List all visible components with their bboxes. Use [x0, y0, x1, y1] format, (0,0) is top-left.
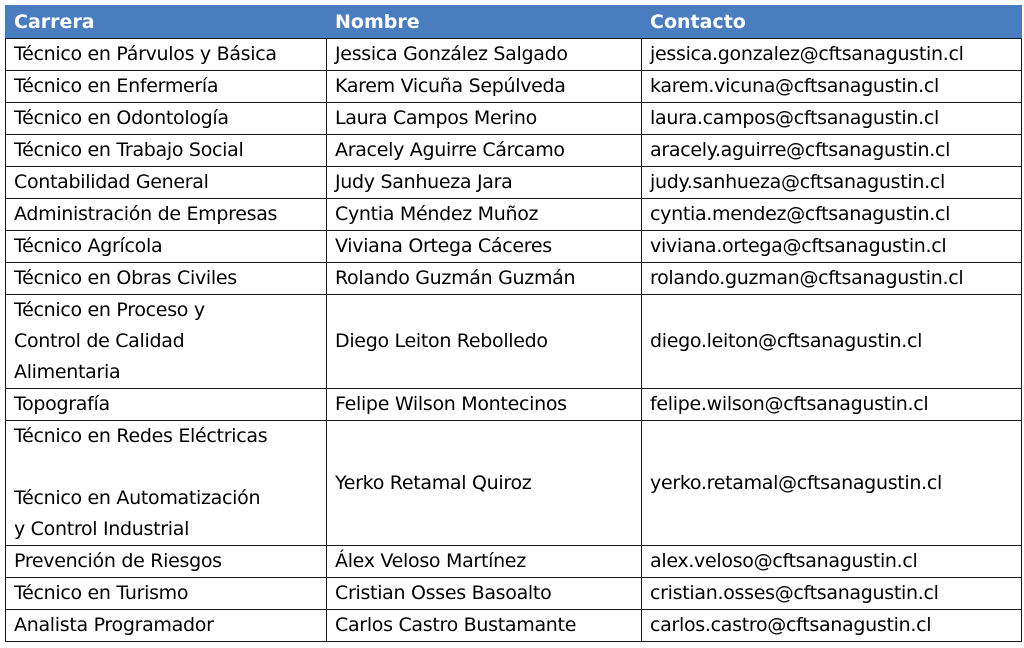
cell-nombre: Aracely Aguirre Cárcamo [327, 135, 642, 167]
table-row [6, 421, 1022, 546]
cell-contacto[interactable]: cyntia.mendez@cftsanagustin.cl [642, 199, 1022, 231]
cell-carrera-line: Alimentaria [14, 361, 121, 383]
cell-nombre: Álex Veloso Martínez [327, 546, 642, 578]
cell-nombre: Felipe Wilson Montecinos [327, 389, 642, 421]
cell-carrera: Técnico en Enfermería [6, 71, 327, 103]
cell-carrera: Topografía [6, 389, 327, 421]
table-row [6, 546, 1022, 578]
cell-contacto[interactable]: carlos.castro@cftsanagustin.cl [642, 610, 1022, 642]
table-row [6, 610, 1022, 642]
cell-carrera: Analista Programador [6, 610, 327, 642]
cell-contacto[interactable]: alex.veloso@cftsanagustin.cl [642, 546, 1022, 578]
cell-carrera-spacer [14, 452, 326, 483]
column-header-nombre: Nombre [327, 6, 642, 39]
cell-carrera: Administración de Empresas [6, 199, 327, 231]
cell-nombre: Yerko Retamal Quiroz [327, 421, 642, 546]
cell-nombre: Karem Vicuña Sepúlveda [327, 71, 642, 103]
cell-contacto[interactable]: cristian.osses@cftsanagustin.cl [642, 578, 1022, 610]
table-row [6, 135, 1022, 167]
cell-nombre: Judy Sanhueza Jara [327, 167, 642, 199]
cell-nombre: Rolando Guzmán Guzmán [327, 263, 642, 295]
table-header-row [6, 6, 1022, 39]
cell-carrera: Técnico en Trabajo Social [6, 135, 327, 167]
cell-contacto[interactable]: viviana.ortega@cftsanagustin.cl [642, 231, 1022, 263]
cell-contacto[interactable]: rolando.guzman@cftsanagustin.cl [642, 263, 1022, 295]
cell-carrera: Prevención de Riesgos [6, 546, 327, 578]
table-row [6, 71, 1022, 103]
cell-carrera-line: Control de Calidad [14, 330, 185, 352]
cell-carrera [6, 421, 327, 546]
column-header-contacto: Contacto [642, 6, 1022, 39]
cell-carrera: Técnico Agrícola [6, 231, 327, 263]
table-row [6, 199, 1022, 231]
table-row [6, 231, 1022, 263]
table-row [6, 103, 1022, 135]
contacts-table [5, 5, 1022, 642]
cell-contacto[interactable]: diego.leiton@cftsanagustin.cl [642, 295, 1022, 389]
cell-carrera-line: Técnico en Redes Eléctricas [14, 425, 268, 447]
table-row [6, 39, 1022, 71]
column-header-carrera: Carrera [6, 6, 327, 39]
cell-contacto[interactable]: laura.campos@cftsanagustin.cl [642, 103, 1022, 135]
table-row [6, 263, 1022, 295]
cell-contacto[interactable]: aracely.aguirre@cftsanagustin.cl [642, 135, 1022, 167]
cell-contacto[interactable]: karem.vicuna@cftsanagustin.cl [642, 71, 1022, 103]
cell-carrera: Técnico en Obras Civiles [6, 263, 327, 295]
cell-carrera-line: y Control Industrial [14, 518, 190, 540]
table-row [6, 167, 1022, 199]
cell-carrera: Técnico en Odontología [6, 103, 327, 135]
cell-nombre: Cristian Osses Basoalto [327, 578, 642, 610]
cell-carrera-line: Técnico en Automatización [14, 487, 261, 509]
cell-carrera [6, 295, 327, 389]
cell-contacto[interactable]: yerko.retamal@cftsanagustin.cl [642, 421, 1022, 546]
cell-nombre: Jessica González Salgado [327, 39, 642, 71]
cell-contacto[interactable]: judy.sanhueza@cftsanagustin.cl [642, 167, 1022, 199]
cell-nombre: Diego Leiton Rebolledo [327, 295, 642, 389]
cell-nombre: Laura Campos Merino [327, 103, 642, 135]
cell-carrera: Técnico en Párvulos y Básica [6, 39, 327, 71]
cell-nombre: Cyntia Méndez Muñoz [327, 199, 642, 231]
cell-nombre: Carlos Castro Bustamante [327, 610, 642, 642]
cell-contacto[interactable]: jessica.gonzalez@cftsanagustin.cl [642, 39, 1022, 71]
cell-carrera: Técnico en Turismo [6, 578, 327, 610]
cell-carrera-line: Técnico en Proceso y [14, 299, 205, 321]
table-row [6, 389, 1022, 421]
cell-contacto[interactable]: felipe.wilson@cftsanagustin.cl [642, 389, 1022, 421]
table-row [6, 295, 1022, 389]
table-row [6, 578, 1022, 610]
cell-carrera: Contabilidad General [6, 167, 327, 199]
cell-nombre: Viviana Ortega Cáceres [327, 231, 642, 263]
